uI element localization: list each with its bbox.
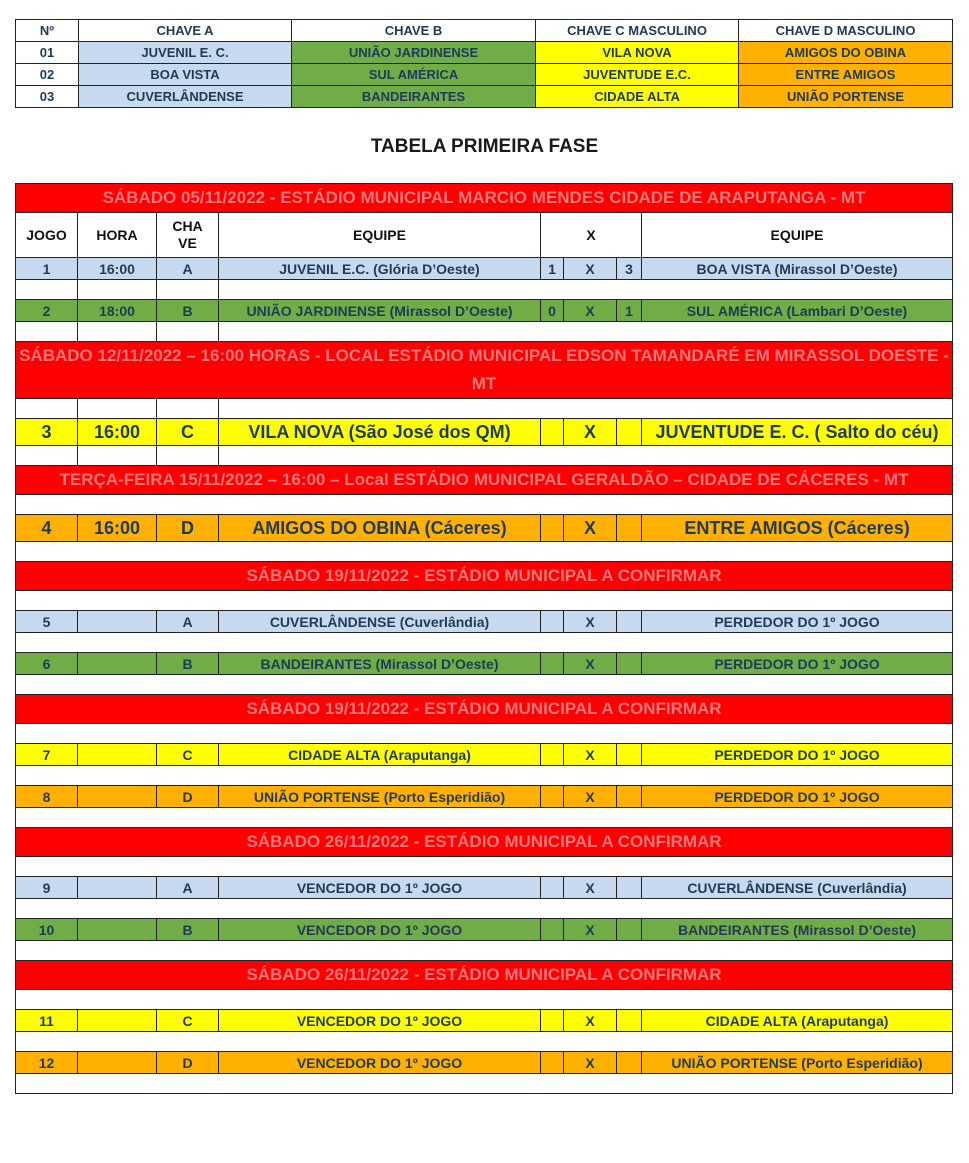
spacer-row [16, 542, 953, 562]
game-chave: B [157, 653, 219, 675]
col-header-versus: X [541, 213, 642, 258]
home-score [541, 1010, 564, 1032]
spacer-cell [219, 399, 953, 419]
game-time [78, 744, 157, 766]
away-score [617, 611, 642, 633]
home-team: UNIÃO PORTENSE (Porto Esperidião) [219, 786, 541, 808]
col-header-jogo: JOGO [16, 213, 78, 258]
section-header: SÁBADO 19/11/2022 - ESTÁDIO MUNICIPAL A CONFIRMAR [16, 695, 953, 724]
spacer-cell [16, 322, 78, 342]
section-header: SÁBADO 05/11/2022 - ESTÁDIO MUNICIPAL MARCIO MENDES CIDADE DE ARAPUTANGA - MT [16, 184, 953, 213]
versus-mark: X [564, 419, 617, 446]
section-header-row [16, 828, 953, 857]
away-team: SUL AMÉRICA (Lambari D’Oeste) [642, 300, 953, 322]
game-row [16, 653, 953, 675]
groups-row [16, 42, 953, 64]
groups-cell-b: SUL AMÉRICA [292, 64, 536, 86]
spacer-cell [16, 591, 953, 611]
spacer-cell [16, 399, 78, 419]
game-number: 8 [16, 786, 78, 808]
spacer-cell [16, 542, 953, 562]
home-score [541, 744, 564, 766]
away-team: BOA VISTA (Mirassol D’Oeste) [642, 258, 953, 280]
spacer-cell [157, 280, 219, 300]
groups-cell-c: CIDADE ALTA [536, 86, 739, 108]
spacer-row [16, 399, 953, 419]
game-row [16, 419, 953, 446]
away-score [617, 877, 642, 899]
groups-cell-d: UNIÃO PORTENSE [739, 86, 953, 108]
spacer-cell [219, 280, 953, 300]
spacer-row [16, 1032, 953, 1052]
spacer-cell [219, 322, 953, 342]
away-score [617, 744, 642, 766]
game-time: 16:00 [78, 419, 157, 446]
game-number: 6 [16, 653, 78, 675]
home-score [541, 786, 564, 808]
away-score [617, 1052, 642, 1074]
game-time [78, 653, 157, 675]
spacer-row [16, 899, 953, 919]
away-team: CIDADE ALTA (Araputanga) [642, 1010, 953, 1032]
spacer-cell [16, 280, 78, 300]
game-chave: A [157, 611, 219, 633]
spacer-cell [16, 675, 953, 695]
spacer-cell [78, 446, 157, 466]
home-score [541, 611, 564, 633]
game-time [78, 919, 157, 941]
spacer-cell [16, 766, 953, 786]
spacer-row [16, 446, 953, 466]
versus-mark: X [564, 1010, 617, 1032]
spacer-row [16, 941, 953, 961]
game-row [16, 611, 953, 633]
versus-mark: X [564, 1052, 617, 1074]
game-row [16, 744, 953, 766]
spacer-row [16, 724, 953, 744]
groups-header-chave-d: CHAVE D MASCULINO [739, 20, 953, 42]
game-chave: D [157, 786, 219, 808]
spacer-cell [16, 990, 953, 1010]
game-number: 12 [16, 1052, 78, 1074]
spacer-row [16, 808, 953, 828]
game-row [16, 258, 953, 280]
game-chave: B [157, 300, 219, 322]
section-header: SÁBADO 26/11/2022 - ESTÁDIO MUNICIPAL A CONFIRMAR [16, 828, 953, 857]
spacer-row [16, 322, 953, 342]
game-row [16, 515, 953, 542]
home-team: CIDADE ALTA (Araputanga) [219, 744, 541, 766]
away-score [617, 786, 642, 808]
game-number: 3 [16, 419, 78, 446]
game-time [78, 1052, 157, 1074]
col-header-equipe-away: EQUIPE [642, 213, 953, 258]
groups-header-chave-b: CHAVE B [292, 20, 536, 42]
spacer-cell [219, 446, 953, 466]
spacer-cell [16, 724, 953, 744]
spacer-cell [16, 633, 953, 653]
groups-cell-d: ENTRE AMIGOS [739, 64, 953, 86]
groups-table [15, 19, 953, 108]
section-header-row [16, 562, 953, 591]
home-score [541, 877, 564, 899]
groups-cell-b: UNIÃO JARDINENSE [292, 42, 536, 64]
away-team: BANDEIRANTES (Mirassol D’Oeste) [642, 919, 953, 941]
col-header-equipe-home: EQUIPE [219, 213, 541, 258]
home-team: VENCEDOR DO 1º JOGO [219, 919, 541, 941]
col-header-hora: HORA [78, 213, 157, 258]
groups-cell-c: JUVENTUDE E.C. [536, 64, 739, 86]
spacer-cell [16, 941, 953, 961]
away-team: UNIÃO PORTENSE (Porto Esperidião) [642, 1052, 953, 1074]
game-row [16, 1052, 953, 1074]
game-number: 7 [16, 744, 78, 766]
spacer-row [16, 633, 953, 653]
away-team: JUVENTUDE E. C. ( Salto do céu) [642, 419, 953, 446]
page-title: TABELA PRIMEIRA FASE [370, 136, 599, 157]
home-score [541, 919, 564, 941]
groups-cell-number: 01 [16, 42, 79, 64]
game-time [78, 786, 157, 808]
home-team: JUVENIL E.C. (Glória D’Oeste) [219, 258, 541, 280]
away-team: ENTRE AMIGOS (Cáceres) [642, 515, 953, 542]
game-chave: D [157, 515, 219, 542]
versus-mark: X [564, 877, 617, 899]
game-time [78, 877, 157, 899]
home-team: VENCEDOR DO 1º JOGO [219, 1052, 541, 1074]
spacer-row [16, 990, 953, 1010]
away-score [617, 653, 642, 675]
game-chave: D [157, 1052, 219, 1074]
groups-cell-a: JUVENIL E. C. [79, 42, 292, 64]
game-row [16, 877, 953, 899]
column-header-row [16, 213, 953, 258]
groups-cell-c: VILA NOVA [536, 42, 739, 64]
game-row [16, 1010, 953, 1032]
groups-row [16, 64, 953, 86]
game-time [78, 611, 157, 633]
spacer-cell [157, 322, 219, 342]
spacer-cell [78, 322, 157, 342]
away-score: 1 [617, 300, 642, 322]
away-score [617, 919, 642, 941]
spacer-row [16, 766, 953, 786]
spacer-row [16, 280, 953, 300]
groups-header-chave-c: CHAVE C MASCULINO [536, 20, 739, 42]
game-number: 10 [16, 919, 78, 941]
game-row [16, 786, 953, 808]
game-number: 1 [16, 258, 78, 280]
spacer-cell [16, 899, 953, 919]
groups-header-row [16, 20, 953, 42]
home-team: BANDEIRANTES (Mirassol D’Oeste) [219, 653, 541, 675]
groups-cell-a: BOA VISTA [79, 64, 292, 86]
home-team: VILA NOVA (São José dos QM) [219, 419, 541, 446]
away-team: PERDEDOR DO 1º JOGO [642, 611, 953, 633]
section-header: SÁBADO 12/11/2022 – 16:00 HORAS - LOCAL ESTÁDIO MUNICIPAL EDSON TAMANDARÉ EM MIRASSOL DOESTE -MT [16, 342, 953, 399]
groups-header-number: Nº [16, 20, 79, 42]
home-score [541, 419, 564, 446]
versus-mark: X [564, 919, 617, 941]
game-chave: A [157, 258, 219, 280]
away-score [617, 515, 642, 542]
groups-cell-a: CUVERLÂNDENSE [79, 86, 292, 108]
game-number: 2 [16, 300, 78, 322]
home-score [541, 1052, 564, 1074]
home-score: 1 [541, 258, 564, 280]
game-time: 18:00 [78, 300, 157, 322]
away-team: CUVERLÂNDENSE (Cuverlândia) [642, 877, 953, 899]
section-header: TERÇA-FEIRA 15/11/2022 – 16:00 – Local ESTÁDIO MUNICIPAL GERALDÃO – CIDADE DE CÁCERES - MT [16, 466, 953, 495]
spacer-cell [157, 446, 219, 466]
home-team: UNIÃO JARDINENSE (Mirassol D’Oeste) [219, 300, 541, 322]
game-row [16, 300, 953, 322]
versus-mark: X [564, 611, 617, 633]
versus-mark: X [564, 786, 617, 808]
game-chave: C [157, 744, 219, 766]
game-chave: C [157, 419, 219, 446]
home-score [541, 515, 564, 542]
spacer-row [16, 1074, 953, 1094]
spacer-row [16, 857, 953, 877]
game-time: 16:00 [78, 258, 157, 280]
away-score [617, 419, 642, 446]
spacer-cell [16, 1032, 953, 1052]
spacer-row [16, 591, 953, 611]
groups-header-chave-a: CHAVE A [79, 20, 292, 42]
section-header-row [16, 466, 953, 495]
section-header: SÁBADO 26/11/2022 - ESTÁDIO MUNICIPAL A CONFIRMAR [16, 961, 953, 990]
home-score: 0 [541, 300, 564, 322]
groups-cell-number: 02 [16, 64, 79, 86]
spacer-cell [78, 399, 157, 419]
section-header: SÁBADO 19/11/2022 - ESTÁDIO MUNICIPAL A CONFIRMAR [16, 562, 953, 591]
versus-mark: X [564, 653, 617, 675]
game-chave: B [157, 919, 219, 941]
game-time [78, 1010, 157, 1032]
game-number: 11 [16, 1010, 78, 1032]
versus-mark: X [564, 515, 617, 542]
away-score: 3 [617, 258, 642, 280]
spacer-row [16, 675, 953, 695]
spacer-cell [78, 280, 157, 300]
spacer-row [16, 495, 953, 515]
section-header-row [16, 342, 953, 399]
game-time: 16:00 [78, 515, 157, 542]
away-score [617, 1010, 642, 1032]
games-table [15, 183, 953, 1094]
game-number: 5 [16, 611, 78, 633]
game-number: 9 [16, 877, 78, 899]
section-header-row [16, 961, 953, 990]
game-chave: A [157, 877, 219, 899]
section-header-row [16, 184, 953, 213]
home-team: AMIGOS DO OBINA (Cáceres) [219, 515, 541, 542]
section-header-row [16, 695, 953, 724]
game-number: 4 [16, 515, 78, 542]
versus-mark: X [564, 744, 617, 766]
away-team: PERDEDOR DO 1º JOGO [642, 653, 953, 675]
col-header-chave: CHA VE [157, 213, 219, 258]
groups-cell-b: BANDEIRANTES [292, 86, 536, 108]
home-team: VENCEDOR DO 1º JOGO [219, 877, 541, 899]
away-team: PERDEDOR DO 1º JOGO [642, 786, 953, 808]
away-team: PERDEDOR DO 1º JOGO [642, 744, 953, 766]
spacer-cell [157, 399, 219, 419]
home-score [541, 653, 564, 675]
spacer-cell [16, 446, 78, 466]
spacer-cell [16, 808, 953, 828]
home-team: CUVERLÂNDENSE (Cuverlândia) [219, 611, 541, 633]
spacer-cell [16, 1074, 953, 1094]
groups-row [16, 86, 953, 108]
spacer-cell [16, 857, 953, 877]
versus-mark: X [564, 258, 617, 280]
home-team: VENCEDOR DO 1º JOGO [219, 1010, 541, 1032]
game-row [16, 919, 953, 941]
groups-cell-d: AMIGOS DO OBINA [739, 42, 953, 64]
groups-cell-number: 03 [16, 86, 79, 108]
versus-mark: X [564, 300, 617, 322]
spacer-cell [16, 495, 953, 515]
game-chave: C [157, 1010, 219, 1032]
